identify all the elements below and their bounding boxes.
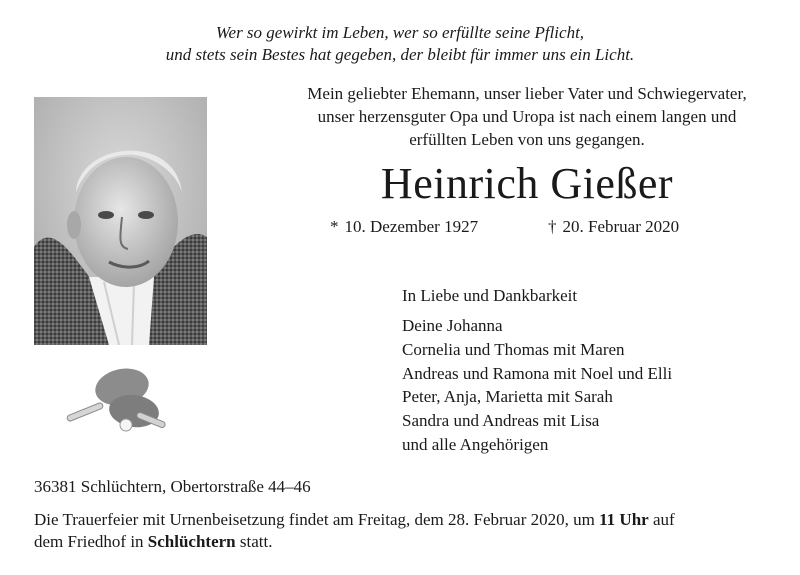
quote-line-1: Wer so gewirkt im Leben, wer so erfüllte seine Pflicht, (215, 23, 585, 42)
death-date-text: 20. Februar 2020 (562, 217, 680, 236)
birth-date (330, 217, 478, 237)
mourners-heading: In Liebe und Dankbarkeit (402, 286, 578, 305)
birth-star-icon: * (330, 217, 339, 236)
death-cross-icon: † (548, 217, 557, 236)
intro-line-3: erfüllten Leben von uns gegangen. (409, 130, 645, 149)
deceased-name: Heinrich Gießer (380, 159, 674, 208)
notice-place: Schlüchtern (147, 532, 236, 551)
death-date (548, 217, 679, 237)
mourner-line: Peter, Anja, Marietta mit Sarah (402, 387, 613, 407)
paddles-graphic (62, 367, 166, 433)
mourner-line: Andreas und Ramona mit Noel und Elli (402, 363, 673, 383)
portrait-photo-graphic (34, 97, 207, 345)
table-tennis-paddles-icon (62, 367, 166, 433)
mourner-line: Cornelia und Thomas mit Maren (402, 339, 625, 359)
mourners-list (402, 314, 672, 457)
intro-text (262, 82, 792, 151)
intro-line-2: unser herzensguter Opa und Uropa ist nach einem langen und (317, 107, 737, 126)
memorial-quote (0, 22, 800, 66)
quote-line-2: und stets sein Bestes hat gegeben, der bleibt für immer uns ein Licht. (165, 45, 635, 64)
mourner-line: und alle Angehörigen (402, 434, 549, 454)
address: 36381 Schlüchtern, Obertorstraße 44–46 (34, 477, 311, 496)
mourner-line: Deine Johanna (402, 316, 503, 335)
notice-time: 11 Uhr (599, 510, 649, 529)
mourner-line: Sandra und Andreas mit Lisa (402, 411, 600, 431)
notice-text-3: dem Friedhof in (34, 532, 148, 551)
birth-date-text: 10. Dezember 1927 (344, 217, 479, 236)
notice-text-4: statt. (235, 532, 273, 551)
notice-text-1: Die Trauerfeier mit Urnenbeisetzung findet am Freitag, dem 28. Februar 2020, um (34, 510, 600, 529)
portrait-photo (34, 97, 207, 345)
notice-text-2: auf (648, 510, 675, 529)
funeral-notice (34, 509, 784, 553)
intro-line-1: Mein geliebter Ehemann, unser lieber Vater und Schwiegervater, (307, 84, 747, 103)
